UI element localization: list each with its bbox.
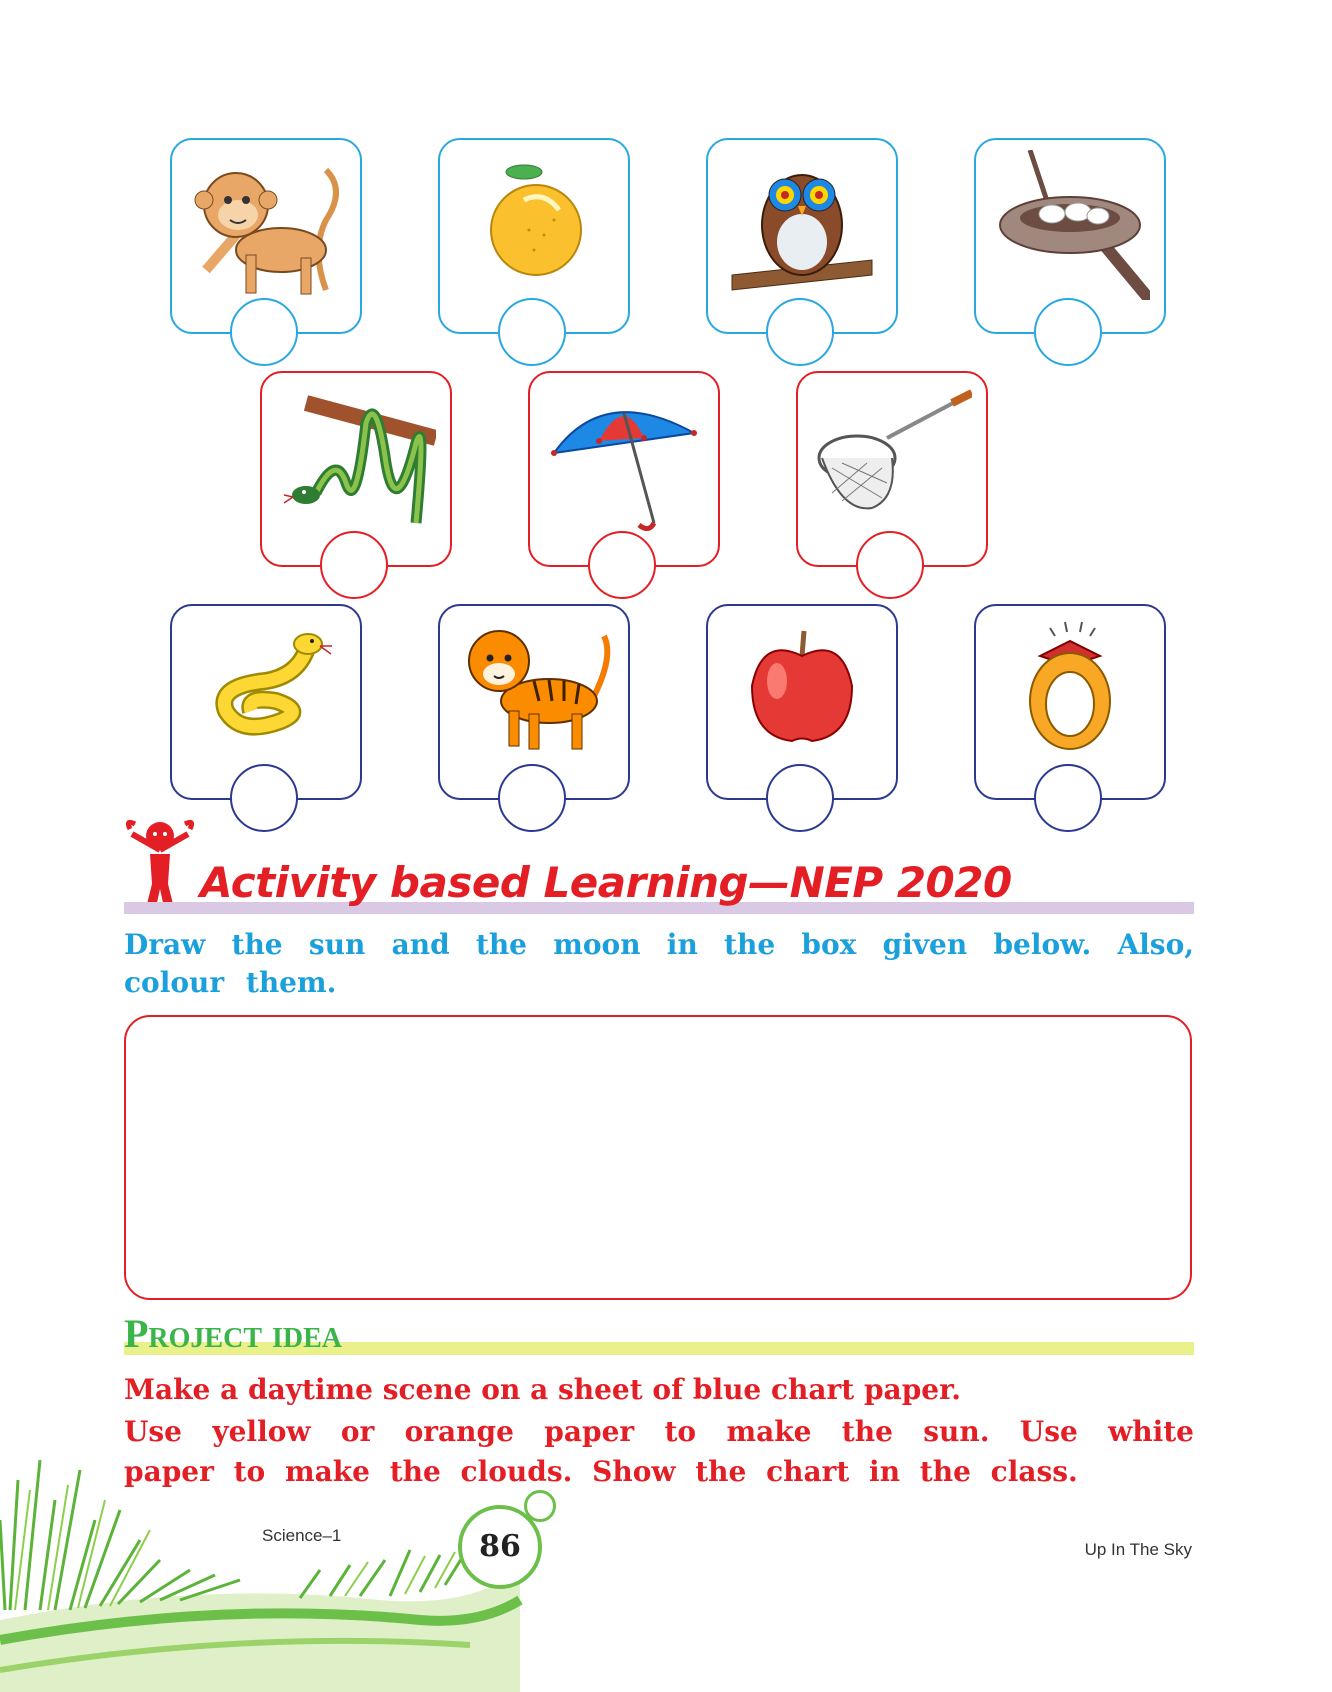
- activity-instruction: Draw the sun and the moon in the box given below. Also, colour them.: [124, 928, 1194, 999]
- butterfly-net-icon: [812, 383, 972, 533]
- picture-card-nest: [974, 138, 1166, 334]
- picture-card-orange: [438, 138, 630, 334]
- apple-icon: [722, 616, 882, 766]
- footer-chapter-title: Up In The Sky: [1084, 1540, 1192, 1559]
- answer-circle[interactable]: [230, 298, 298, 366]
- answer-circle[interactable]: [320, 531, 388, 599]
- picture-card-umbrella: [528, 371, 720, 567]
- picture-card-tiger: [438, 604, 630, 800]
- project-title: Project idea: [124, 1311, 343, 1356]
- project-text-line2: Use yellow or orange paper to make the sun. Use white paper to make the clouds. Show the chart in the class.: [124, 1415, 1194, 1488]
- ring-icon: [990, 616, 1150, 766]
- answer-circle[interactable]: [498, 298, 566, 366]
- answer-circle[interactable]: [588, 531, 656, 599]
- project-text-line1: Make a daytime scene on a sheet of blue chart paper.: [124, 1373, 962, 1406]
- picture-card-snake-branch: [260, 371, 452, 567]
- yellow-snake-icon: [186, 616, 346, 766]
- answer-circle[interactable]: [1034, 298, 1102, 366]
- tiger-icon: [454, 616, 614, 766]
- activity-girl-icon: [120, 814, 200, 914]
- page-number: 86: [458, 1505, 542, 1589]
- drawing-box[interactable]: [124, 1015, 1192, 1300]
- picture-card-apple: [706, 604, 898, 800]
- footer-book-title: Science–1: [262, 1526, 342, 1545]
- answer-circle[interactable]: [856, 531, 924, 599]
- picture-card-yellow-snake: [170, 604, 362, 800]
- answer-circle[interactable]: [1034, 764, 1102, 832]
- picture-card-owl: [706, 138, 898, 334]
- answer-circle[interactable]: [498, 764, 566, 832]
- nest-icon: [990, 150, 1150, 300]
- umbrella-icon: [544, 383, 704, 533]
- answer-circle[interactable]: [766, 298, 834, 366]
- answer-circle[interactable]: [766, 764, 834, 832]
- owl-icon: [722, 150, 882, 300]
- picture-card-monkey: [170, 138, 362, 334]
- orange-fruit-icon: [454, 150, 614, 300]
- monkey-icon: [186, 150, 346, 300]
- activity-title: Activity based Learning—NEP 2020: [200, 858, 1012, 907]
- answer-circle[interactable]: [230, 764, 298, 832]
- picture-card-ring: [974, 604, 1166, 800]
- picture-card-net: [796, 371, 988, 567]
- snake-on-branch-icon: [276, 383, 436, 533]
